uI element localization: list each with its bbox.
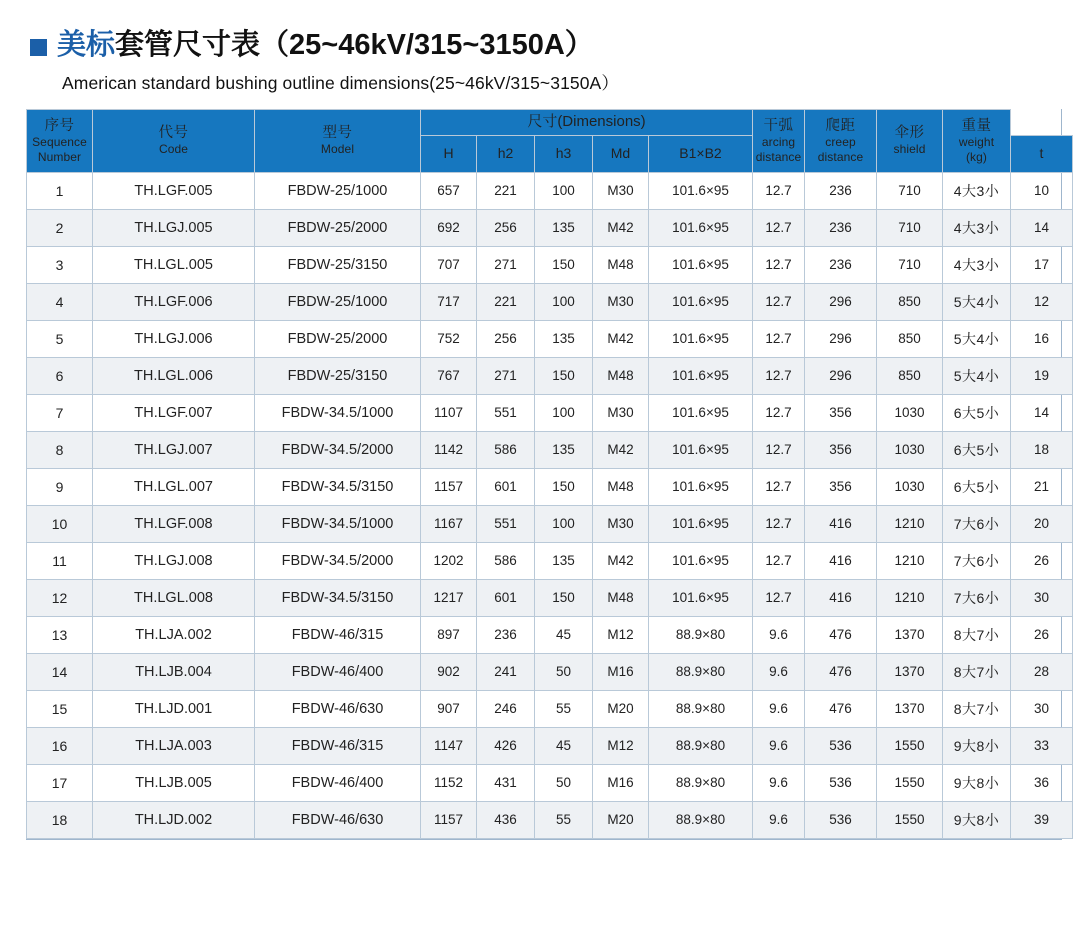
cell-md: M42 bbox=[593, 431, 649, 468]
cell-t: 12.7 bbox=[753, 468, 805, 505]
cell-h2: 256 bbox=[477, 209, 535, 246]
cell-creep-distance: 1210 bbox=[877, 579, 943, 616]
cell-sequence: 11 bbox=[27, 542, 93, 579]
header-arcing-cn: 干弧 bbox=[763, 117, 794, 134]
cell-shield: 4大3小 bbox=[943, 246, 1011, 283]
table-row bbox=[27, 690, 1073, 727]
cell-h: 1167 bbox=[421, 505, 477, 542]
cell-shield: 9大8小 bbox=[943, 764, 1011, 801]
header-creep-en1: creep bbox=[825, 134, 856, 149]
cell-code: TH.LGJ.005 bbox=[93, 209, 255, 246]
cell-model: FBDW-34.5/3150 bbox=[255, 579, 421, 616]
cell-h3: 45 bbox=[535, 727, 593, 764]
cell-creep-distance: 850 bbox=[877, 283, 943, 320]
header-b1b2: B1×B2 bbox=[649, 135, 753, 172]
cell-md: M20 bbox=[593, 801, 649, 838]
cell-model: FBDW-25/2000 bbox=[255, 209, 421, 246]
cell-b1b2: 101.6×95 bbox=[649, 542, 753, 579]
cell-h2: 601 bbox=[477, 468, 535, 505]
cell-md: M48 bbox=[593, 579, 649, 616]
cell-b1b2: 101.6×95 bbox=[649, 246, 753, 283]
cell-creep-distance: 710 bbox=[877, 209, 943, 246]
table-row bbox=[27, 505, 1073, 542]
cell-t: 12.7 bbox=[753, 394, 805, 431]
table-row bbox=[27, 431, 1073, 468]
cell-h: 1157 bbox=[421, 801, 477, 838]
cell-shield: 9大8小 bbox=[943, 727, 1011, 764]
cell-code: TH.LJD.002 bbox=[93, 801, 255, 838]
cell-creep-distance: 1550 bbox=[877, 727, 943, 764]
cell-b1b2: 88.9×80 bbox=[649, 616, 753, 653]
title-chinese-highlight: 美标 bbox=[57, 29, 116, 61]
cell-h2: 236 bbox=[477, 616, 535, 653]
cell-model: FBDW-25/1000 bbox=[255, 172, 421, 209]
cell-weight: 39 bbox=[1011, 801, 1073, 838]
cell-h: 897 bbox=[421, 616, 477, 653]
cell-arcing-distance: 356 bbox=[805, 431, 877, 468]
cell-h2: 551 bbox=[477, 505, 535, 542]
cell-arcing-distance: 536 bbox=[805, 764, 877, 801]
cell-model: FBDW-46/315 bbox=[255, 616, 421, 653]
cell-h: 657 bbox=[421, 172, 477, 209]
cell-h: 907 bbox=[421, 690, 477, 727]
header-code-en: Code bbox=[158, 142, 189, 157]
cell-code: TH.LJD.001 bbox=[93, 690, 255, 727]
cell-arcing-distance: 416 bbox=[805, 579, 877, 616]
cell-t: 12.7 bbox=[753, 505, 805, 542]
cell-t: 9.6 bbox=[753, 653, 805, 690]
cell-t: 12.7 bbox=[753, 209, 805, 246]
table-row bbox=[27, 320, 1073, 357]
cell-md: M30 bbox=[593, 283, 649, 320]
cell-shield: 8大7小 bbox=[943, 616, 1011, 653]
cell-b1b2: 101.6×95 bbox=[649, 357, 753, 394]
table-row bbox=[27, 801, 1073, 838]
cell-md: M42 bbox=[593, 542, 649, 579]
cell-creep-distance: 1550 bbox=[877, 764, 943, 801]
cell-sequence: 5 bbox=[27, 320, 93, 357]
cell-weight: 30 bbox=[1011, 690, 1073, 727]
cell-weight: 26 bbox=[1011, 542, 1073, 579]
dimensions-table-wrapper bbox=[26, 109, 1062, 840]
cell-h: 767 bbox=[421, 357, 477, 394]
table-row bbox=[27, 727, 1073, 764]
title-chinese bbox=[57, 30, 594, 62]
cell-h2: 246 bbox=[477, 690, 535, 727]
cell-arcing-distance: 356 bbox=[805, 468, 877, 505]
title-chinese-rest: 套管尺寸表（25~46kV/315~3150A） bbox=[115, 29, 594, 61]
cell-code: TH.LGL.007 bbox=[93, 468, 255, 505]
header-sequence-cn: 序号 bbox=[44, 117, 75, 134]
header-dimensions-group: 尺寸(Dimensions) bbox=[421, 109, 753, 135]
cell-h2: 271 bbox=[477, 357, 535, 394]
cell-creep-distance: 1370 bbox=[877, 653, 943, 690]
cell-creep-distance: 1210 bbox=[877, 542, 943, 579]
header-arcing-en1: arcing bbox=[761, 134, 796, 149]
cell-h3: 100 bbox=[535, 283, 593, 320]
page-title bbox=[30, 30, 1062, 62]
cell-model: FBDW-25/2000 bbox=[255, 320, 421, 357]
cell-h3: 135 bbox=[535, 320, 593, 357]
cell-t: 9.6 bbox=[753, 727, 805, 764]
dimensions-table bbox=[26, 109, 1073, 839]
header-weight bbox=[943, 109, 1011, 172]
header-md: Md bbox=[593, 135, 649, 172]
cell-creep-distance: 1370 bbox=[877, 690, 943, 727]
cell-creep-distance: 1030 bbox=[877, 431, 943, 468]
header-weight-en2: (kg) bbox=[965, 149, 988, 164]
table-row bbox=[27, 616, 1073, 653]
cell-weight: 10 bbox=[1011, 172, 1073, 209]
cell-weight: 20 bbox=[1011, 505, 1073, 542]
cell-shield: 8大7小 bbox=[943, 690, 1011, 727]
cell-shield: 6大5小 bbox=[943, 431, 1011, 468]
cell-shield: 6大5小 bbox=[943, 394, 1011, 431]
cell-weight: 26 bbox=[1011, 616, 1073, 653]
cell-sequence: 17 bbox=[27, 764, 93, 801]
cell-md: M20 bbox=[593, 690, 649, 727]
cell-md: M12 bbox=[593, 616, 649, 653]
cell-b1b2: 88.9×80 bbox=[649, 653, 753, 690]
cell-code: TH.LGF.008 bbox=[93, 505, 255, 542]
cell-b1b2: 101.6×95 bbox=[649, 283, 753, 320]
cell-shield: 6大5小 bbox=[943, 468, 1011, 505]
cell-model: FBDW-46/400 bbox=[255, 653, 421, 690]
cell-b1b2: 101.6×95 bbox=[649, 209, 753, 246]
cell-code: TH.LGL.008 bbox=[93, 579, 255, 616]
cell-shield: 9大8小 bbox=[943, 801, 1011, 838]
cell-shield: 4大3小 bbox=[943, 209, 1011, 246]
table-row bbox=[27, 246, 1073, 283]
cell-md: M12 bbox=[593, 727, 649, 764]
cell-h: 717 bbox=[421, 283, 477, 320]
cell-b1b2: 101.6×95 bbox=[649, 579, 753, 616]
header-weight-cn: 重量 bbox=[961, 117, 992, 134]
title-english: American standard bushing outline dimensions(25~46kV/315~3150A） bbox=[62, 72, 619, 93]
cell-h3: 135 bbox=[535, 209, 593, 246]
cell-h2: 586 bbox=[477, 542, 535, 579]
header-shield-en: shield bbox=[893, 142, 926, 157]
cell-arcing-distance: 236 bbox=[805, 246, 877, 283]
cell-weight: 36 bbox=[1011, 764, 1073, 801]
cell-creep-distance: 1210 bbox=[877, 505, 943, 542]
cell-h2: 241 bbox=[477, 653, 535, 690]
cell-h2: 586 bbox=[477, 431, 535, 468]
cell-shield: 5大4小 bbox=[943, 357, 1011, 394]
cell-h2: 256 bbox=[477, 320, 535, 357]
cell-t: 12.7 bbox=[753, 246, 805, 283]
cell-h: 1157 bbox=[421, 468, 477, 505]
cell-sequence: 6 bbox=[27, 357, 93, 394]
cell-b1b2: 101.6×95 bbox=[649, 431, 753, 468]
cell-h3: 135 bbox=[535, 431, 593, 468]
cell-sequence: 13 bbox=[27, 616, 93, 653]
cell-sequence: 10 bbox=[27, 505, 93, 542]
cell-model: FBDW-34.5/1000 bbox=[255, 505, 421, 542]
cell-creep-distance: 850 bbox=[877, 357, 943, 394]
cell-shield: 5大4小 bbox=[943, 283, 1011, 320]
cell-sequence: 2 bbox=[27, 209, 93, 246]
cell-h3: 100 bbox=[535, 394, 593, 431]
cell-md: M42 bbox=[593, 320, 649, 357]
cell-model: FBDW-46/315 bbox=[255, 727, 421, 764]
cell-arcing-distance: 476 bbox=[805, 653, 877, 690]
table-header bbox=[27, 109, 1073, 172]
cell-b1b2: 101.6×95 bbox=[649, 394, 753, 431]
cell-t: 12.7 bbox=[753, 320, 805, 357]
header-model-en: Model bbox=[320, 142, 355, 157]
cell-code: TH.LJA.003 bbox=[93, 727, 255, 764]
table-row bbox=[27, 172, 1073, 209]
cell-md: M16 bbox=[593, 764, 649, 801]
cell-h: 1142 bbox=[421, 431, 477, 468]
cell-h2: 271 bbox=[477, 246, 535, 283]
cell-md: M30 bbox=[593, 172, 649, 209]
cell-b1b2: 88.9×80 bbox=[649, 801, 753, 838]
cell-md: M30 bbox=[593, 505, 649, 542]
cell-model: FBDW-46/630 bbox=[255, 690, 421, 727]
header-code bbox=[93, 109, 255, 172]
cell-t: 9.6 bbox=[753, 764, 805, 801]
cell-weight: 12 bbox=[1011, 283, 1073, 320]
cell-model: FBDW-25/1000 bbox=[255, 283, 421, 320]
header-sequence-en1: Sequence bbox=[32, 134, 87, 149]
cell-t: 9.6 bbox=[753, 801, 805, 838]
cell-arcing-distance: 296 bbox=[805, 357, 877, 394]
cell-h3: 150 bbox=[535, 357, 593, 394]
cell-arcing-distance: 296 bbox=[805, 320, 877, 357]
cell-model: FBDW-46/630 bbox=[255, 801, 421, 838]
cell-h3: 100 bbox=[535, 172, 593, 209]
cell-b1b2: 88.9×80 bbox=[649, 727, 753, 764]
cell-sequence: 18 bbox=[27, 801, 93, 838]
cell-weight: 28 bbox=[1011, 653, 1073, 690]
cell-h3: 50 bbox=[535, 653, 593, 690]
cell-b1b2: 101.6×95 bbox=[649, 320, 753, 357]
cell-sequence: 1 bbox=[27, 172, 93, 209]
cell-code: TH.LJB.005 bbox=[93, 764, 255, 801]
cell-creep-distance: 710 bbox=[877, 172, 943, 209]
cell-h: 707 bbox=[421, 246, 477, 283]
cell-h: 1107 bbox=[421, 394, 477, 431]
cell-weight: 17 bbox=[1011, 246, 1073, 283]
cell-h3: 150 bbox=[535, 579, 593, 616]
cell-md: M16 bbox=[593, 653, 649, 690]
header-sequence bbox=[27, 109, 93, 172]
cell-b1b2: 88.9×80 bbox=[649, 764, 753, 801]
cell-model: FBDW-34.5/3150 bbox=[255, 468, 421, 505]
table-row bbox=[27, 468, 1073, 505]
cell-sequence: 16 bbox=[27, 727, 93, 764]
header-h: H bbox=[421, 135, 477, 172]
cell-code: TH.LGL.006 bbox=[93, 357, 255, 394]
header-t: t bbox=[1011, 135, 1073, 172]
cell-weight: 30 bbox=[1011, 579, 1073, 616]
cell-h: 1202 bbox=[421, 542, 477, 579]
cell-code: TH.LGJ.008 bbox=[93, 542, 255, 579]
table-row bbox=[27, 209, 1073, 246]
header-creep-cn: 爬距 bbox=[825, 117, 856, 134]
cell-t: 9.6 bbox=[753, 690, 805, 727]
header-sequence-en2: Number bbox=[37, 149, 82, 164]
cell-creep-distance: 1550 bbox=[877, 801, 943, 838]
table-row bbox=[27, 764, 1073, 801]
cell-arcing-distance: 416 bbox=[805, 505, 877, 542]
cell-weight: 16 bbox=[1011, 320, 1073, 357]
cell-creep-distance: 1370 bbox=[877, 616, 943, 653]
cell-weight: 18 bbox=[1011, 431, 1073, 468]
cell-t: 12.7 bbox=[753, 172, 805, 209]
cell-h2: 426 bbox=[477, 727, 535, 764]
cell-code: TH.LGJ.006 bbox=[93, 320, 255, 357]
cell-weight: 19 bbox=[1011, 357, 1073, 394]
cell-h2: 431 bbox=[477, 764, 535, 801]
cell-shield: 7大6小 bbox=[943, 579, 1011, 616]
cell-h3: 135 bbox=[535, 542, 593, 579]
cell-b1b2: 88.9×80 bbox=[649, 690, 753, 727]
cell-b1b2: 101.6×95 bbox=[649, 505, 753, 542]
cell-t: 12.7 bbox=[753, 542, 805, 579]
header-code-cn: 代号 bbox=[158, 125, 189, 142]
cell-model: FBDW-46/400 bbox=[255, 764, 421, 801]
cell-t: 12.7 bbox=[753, 283, 805, 320]
header-arcing-distance bbox=[753, 109, 805, 172]
cell-md: M30 bbox=[593, 394, 649, 431]
table-row bbox=[27, 394, 1073, 431]
cell-b1b2: 101.6×95 bbox=[649, 172, 753, 209]
header-weight-en1: weight bbox=[958, 134, 995, 149]
cell-t: 12.7 bbox=[753, 579, 805, 616]
table-row bbox=[27, 283, 1073, 320]
header-creep-en2: distance bbox=[817, 149, 864, 164]
cell-t: 12.7 bbox=[753, 431, 805, 468]
cell-arcing-distance: 236 bbox=[805, 172, 877, 209]
cell-weight: 14 bbox=[1011, 394, 1073, 431]
cell-md: M48 bbox=[593, 468, 649, 505]
cell-h3: 45 bbox=[535, 616, 593, 653]
table-row bbox=[27, 579, 1073, 616]
cell-model: FBDW-34.5/1000 bbox=[255, 394, 421, 431]
cell-shield: 4大3小 bbox=[943, 172, 1011, 209]
cell-creep-distance: 1030 bbox=[877, 394, 943, 431]
cell-creep-distance: 1030 bbox=[877, 468, 943, 505]
cell-shield: 7大6小 bbox=[943, 542, 1011, 579]
header-model bbox=[255, 109, 421, 172]
cell-h3: 50 bbox=[535, 764, 593, 801]
cell-arcing-distance: 236 bbox=[805, 209, 877, 246]
title-marker-icon bbox=[30, 39, 47, 56]
header-h3: h3 bbox=[535, 135, 593, 172]
cell-t: 12.7 bbox=[753, 357, 805, 394]
cell-h: 1147 bbox=[421, 727, 477, 764]
header-model-cn: 型号 bbox=[322, 125, 353, 142]
table-body bbox=[27, 172, 1073, 838]
cell-md: M48 bbox=[593, 357, 649, 394]
cell-h3: 150 bbox=[535, 246, 593, 283]
cell-creep-distance: 850 bbox=[877, 320, 943, 357]
cell-arcing-distance: 536 bbox=[805, 801, 877, 838]
cell-code: TH.LGJ.007 bbox=[93, 431, 255, 468]
header-h2: h2 bbox=[477, 135, 535, 172]
cell-h3: 55 bbox=[535, 801, 593, 838]
cell-shield: 5大4小 bbox=[943, 320, 1011, 357]
cell-shield: 8大7小 bbox=[943, 653, 1011, 690]
cell-sequence: 15 bbox=[27, 690, 93, 727]
table-row bbox=[27, 357, 1073, 394]
cell-h2: 551 bbox=[477, 394, 535, 431]
header-arcing-en2: distance bbox=[755, 149, 802, 164]
header-shield-cn: 伞形 bbox=[894, 125, 925, 142]
cell-sequence: 12 bbox=[27, 579, 93, 616]
cell-code: TH.LGL.005 bbox=[93, 246, 255, 283]
cell-weight: 21 bbox=[1011, 468, 1073, 505]
header-creep-distance bbox=[805, 109, 877, 172]
cell-h: 752 bbox=[421, 320, 477, 357]
cell-code: TH.LGF.007 bbox=[93, 394, 255, 431]
cell-b1b2: 101.6×95 bbox=[649, 468, 753, 505]
cell-arcing-distance: 476 bbox=[805, 690, 877, 727]
cell-h3: 150 bbox=[535, 468, 593, 505]
cell-weight: 33 bbox=[1011, 727, 1073, 764]
cell-md: M42 bbox=[593, 209, 649, 246]
cell-arcing-distance: 356 bbox=[805, 394, 877, 431]
cell-sequence: 9 bbox=[27, 468, 93, 505]
cell-code: TH.LJB.004 bbox=[93, 653, 255, 690]
cell-h2: 601 bbox=[477, 579, 535, 616]
cell-h: 902 bbox=[421, 653, 477, 690]
cell-weight: 14 bbox=[1011, 209, 1073, 246]
cell-sequence: 8 bbox=[27, 431, 93, 468]
cell-sequence: 14 bbox=[27, 653, 93, 690]
cell-h: 692 bbox=[421, 209, 477, 246]
cell-creep-distance: 710 bbox=[877, 246, 943, 283]
cell-arcing-distance: 416 bbox=[805, 542, 877, 579]
cell-code: TH.LGF.006 bbox=[93, 283, 255, 320]
cell-h: 1217 bbox=[421, 579, 477, 616]
table-row bbox=[27, 542, 1073, 579]
cell-sequence: 7 bbox=[27, 394, 93, 431]
table-header-row-1 bbox=[27, 109, 1073, 135]
cell-arcing-distance: 536 bbox=[805, 727, 877, 764]
cell-md: M48 bbox=[593, 246, 649, 283]
cell-code: TH.LJA.002 bbox=[93, 616, 255, 653]
cell-h2: 221 bbox=[477, 172, 535, 209]
cell-h3: 100 bbox=[535, 505, 593, 542]
cell-model: FBDW-34.5/2000 bbox=[255, 431, 421, 468]
cell-model: FBDW-25/3150 bbox=[255, 357, 421, 394]
cell-shield: 7大6小 bbox=[943, 505, 1011, 542]
header-shield bbox=[877, 109, 943, 172]
cell-h: 1152 bbox=[421, 764, 477, 801]
cell-arcing-distance: 296 bbox=[805, 283, 877, 320]
cell-sequence: 3 bbox=[27, 246, 93, 283]
cell-code: TH.LGF.005 bbox=[93, 172, 255, 209]
cell-arcing-distance: 476 bbox=[805, 616, 877, 653]
cell-h2: 221 bbox=[477, 283, 535, 320]
cell-t: 9.6 bbox=[753, 616, 805, 653]
cell-sequence: 4 bbox=[27, 283, 93, 320]
cell-model: FBDW-34.5/2000 bbox=[255, 542, 421, 579]
cell-h3: 55 bbox=[535, 690, 593, 727]
cell-model: FBDW-25/3150 bbox=[255, 246, 421, 283]
cell-h2: 436 bbox=[477, 801, 535, 838]
table-row bbox=[27, 653, 1073, 690]
